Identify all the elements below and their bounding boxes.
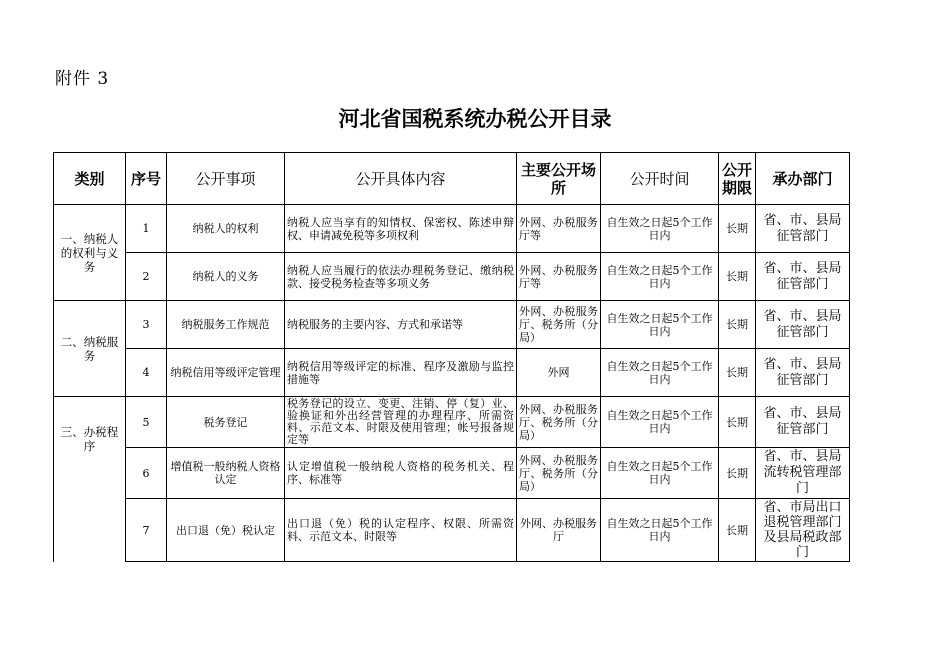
table-row [54, 499, 850, 562]
row-venue: 外网、办税服务厅、税务所（分局） [517, 397, 601, 448]
row-content: 税务登记的设立、变更、注销、停（复）业、验换证和外出经营管理的办理程序、所需资料、示范文本、时限及使用管理；帐号报备规定等 [285, 397, 517, 448]
row-number: 3 [126, 301, 167, 349]
row-content: 认定增值税一般纳税人资格的税务机关、程序、标准等 [285, 448, 517, 499]
row-content: 纳税人应当享有的知情权、保密权、陈述申辩权、申请减免税等多项权利 [285, 205, 517, 253]
category-cell: 三、办税程序 [54, 397, 126, 562]
row-time: 自生效之日起5个工作日内 [601, 448, 719, 499]
row-venue: 外网、办税服务厅等 [517, 253, 601, 301]
row-content: 纳税信用等级评定的标准、程序及激励与监控措施等 [285, 349, 517, 397]
table-row [54, 253, 850, 301]
disclosure-table [53, 152, 850, 562]
table-row [54, 448, 850, 499]
header-venue: 主要公开场 所 [517, 153, 601, 205]
row-dept: 省、市、县局征管部门 [756, 301, 850, 349]
row-number: 1 [126, 205, 167, 253]
row-period: 长期 [719, 301, 756, 349]
header-content: 公开具体内容 [285, 153, 517, 205]
row-time: 自生效之日起5个工作日内 [601, 253, 719, 301]
category-cell: 二、纳税服务 [54, 301, 126, 397]
row-number: 7 [126, 499, 167, 562]
header-index: 序号 [126, 153, 167, 205]
row-period: 长期 [719, 253, 756, 301]
table-row [54, 205, 850, 253]
row-dept: 省、市、县局流转税管理部门 [756, 448, 850, 499]
row-dept: 省、市、县局征管部门 [756, 253, 850, 301]
table-row [54, 397, 850, 448]
row-venue: 外网、办税服务厅、税务所（分局） [517, 301, 601, 349]
row-venue: 外网、办税服务厅等 [517, 205, 601, 253]
row-venue: 外网、办税服务厅 [517, 499, 601, 562]
row-item: 税务登记 [167, 397, 285, 448]
row-item: 纳税人的权利 [167, 205, 285, 253]
row-dept: 省、市、县局征管部门 [756, 349, 850, 397]
row-content: 出口退（免）税的认定程序、权限、所需资料、示范文本、时限等 [285, 499, 517, 562]
row-item: 纳税人的义务 [167, 253, 285, 301]
row-content: 纳税人应当履行的依法办理税务登记、缴纳税款、接受税务检查等多项义务 [285, 253, 517, 301]
row-venue: 外网、办税服务厅、税务所（分局） [517, 448, 601, 499]
header-dept: 承办部门 [756, 153, 850, 205]
header-category: 类别 [54, 153, 126, 205]
row-number: 6 [126, 448, 167, 499]
row-number: 4 [126, 349, 167, 397]
table-header-row [54, 153, 850, 205]
row-time: 自生效之日起5个工作日内 [601, 499, 719, 562]
row-content: 纳税服务的主要内容、方式和承诺等 [285, 301, 517, 349]
category-cell: 一、纳税人的权利与义务 [54, 205, 126, 301]
row-period: 长期 [719, 397, 756, 448]
row-venue: 外网 [517, 349, 601, 397]
row-dept: 省、市局出口退税管理部门及县局税政部门 [756, 499, 850, 562]
row-period: 长期 [719, 448, 756, 499]
header-time: 公开时间 [601, 153, 719, 205]
row-dept: 省、市、县局征管部门 [756, 397, 850, 448]
table-row [54, 349, 850, 397]
row-time: 自生效之日起5个工作日内 [601, 205, 719, 253]
row-period: 长期 [719, 499, 756, 562]
row-period: 长期 [719, 205, 756, 253]
row-dept: 省、市、县局征管部门 [756, 205, 850, 253]
row-item: 增值税一般纳税人资格认定 [167, 448, 285, 499]
row-time: 自生效之日起5个工作日内 [601, 301, 719, 349]
attachment-label: 附件 3 [55, 69, 110, 89]
row-period: 长期 [719, 349, 756, 397]
row-number: 2 [126, 253, 167, 301]
row-item: 纳税服务工作规范 [167, 301, 285, 349]
row-item: 纳税信用等级评定管理 [167, 349, 285, 397]
header-item: 公开事项 [167, 153, 285, 205]
row-time: 自生效之日起5个工作日内 [601, 397, 719, 448]
table-row [54, 301, 850, 349]
row-time: 自生效之日起5个工作日内 [601, 349, 719, 397]
row-number: 5 [126, 397, 167, 448]
document-title: 河北省国税系统办税公开目录 [338, 107, 612, 131]
row-item: 出口退（免）税认定 [167, 499, 285, 562]
header-period: 公开期限 [719, 153, 756, 205]
